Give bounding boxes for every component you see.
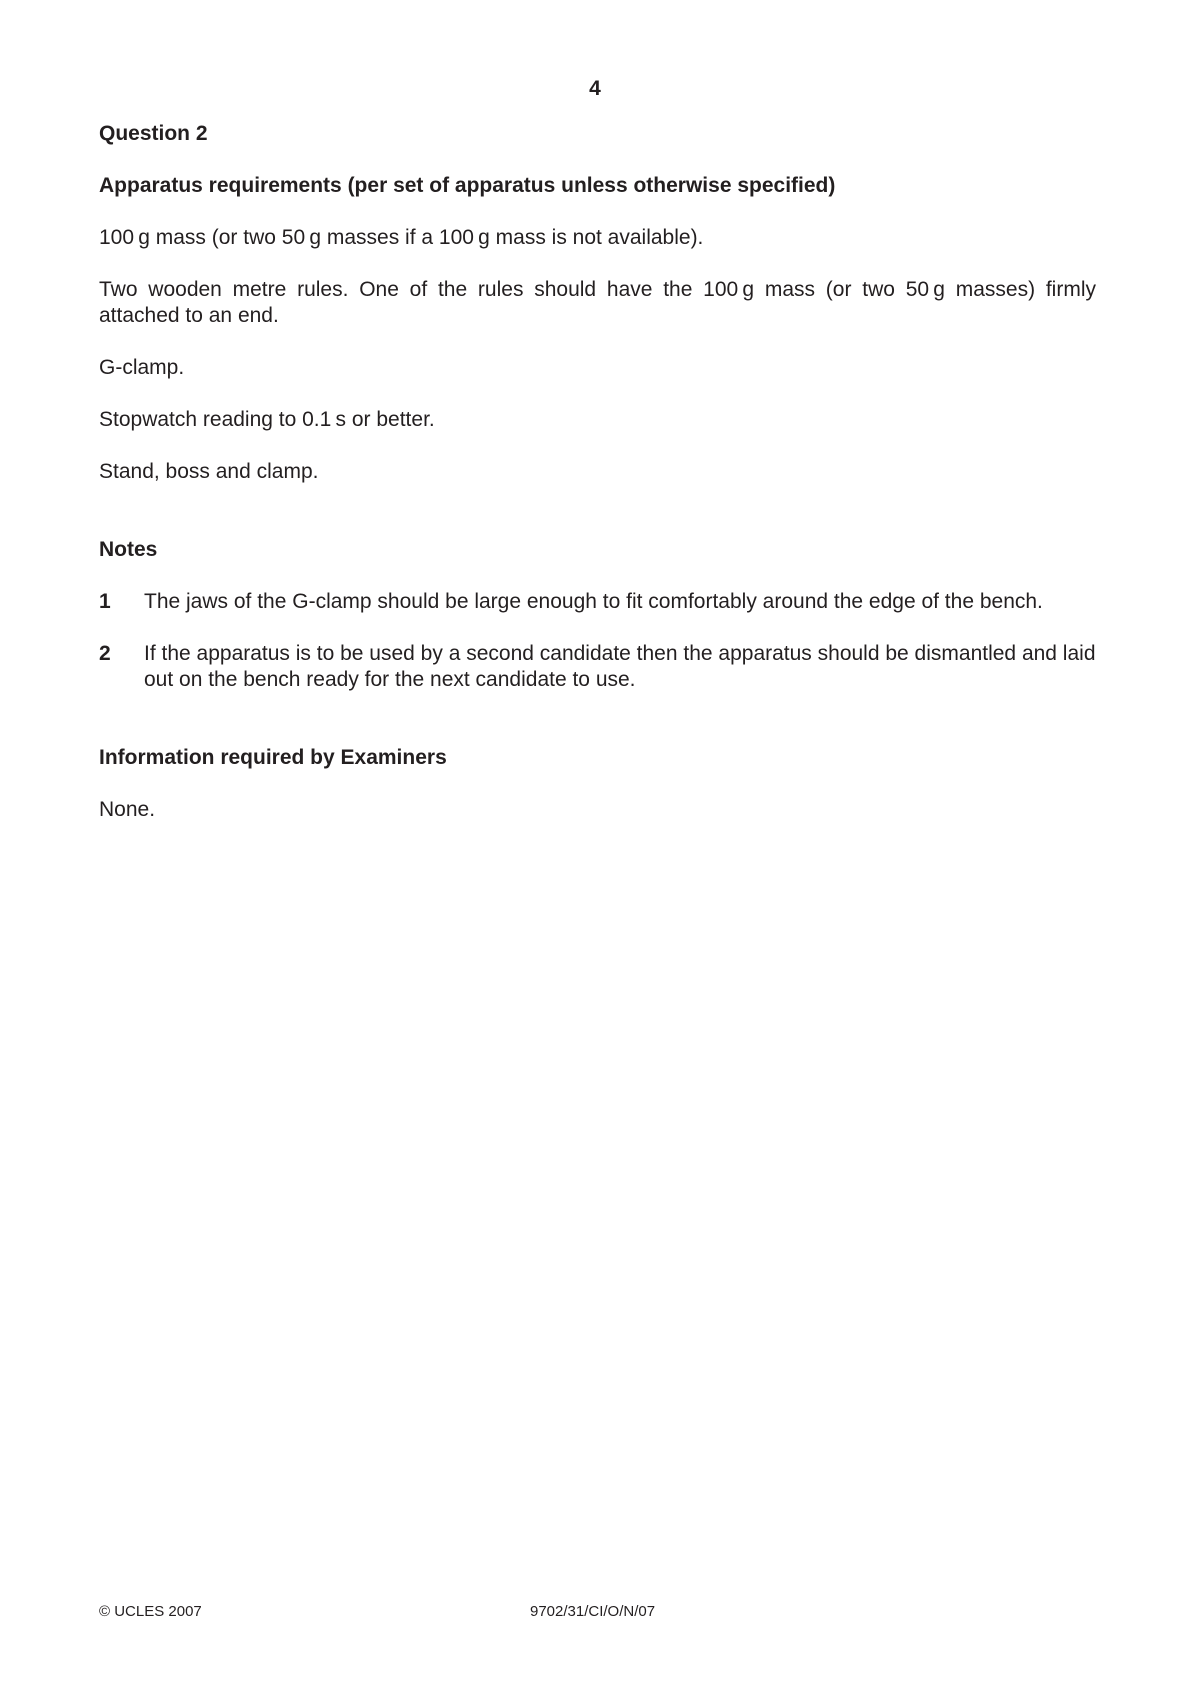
question-title: Question 2 bbox=[99, 122, 208, 145]
examiners-text: None. bbox=[99, 798, 156, 821]
footer-code: 9702/31/CI/O/N/07 bbox=[530, 1603, 656, 1620]
page-number: 4 bbox=[589, 77, 601, 100]
apparatus-item: Stand, boss and clamp. bbox=[99, 460, 319, 483]
note-number: 2 bbox=[99, 642, 111, 665]
apparatus-item: Stopwatch reading to 0.1 s or better. bbox=[99, 408, 435, 431]
notes-list bbox=[99, 589, 1096, 693]
document-body bbox=[99, 121, 1096, 823]
apparatus-heading: Apparatus requirements (per set of apparatus unless otherwise specified) bbox=[99, 174, 836, 197]
apparatus-item: G-clamp. bbox=[99, 356, 185, 379]
apparatus-item: 100 g mass (or two 50 g masses if a 100 g mass is not available). bbox=[99, 226, 704, 249]
note-item bbox=[99, 641, 1096, 693]
footer-copyright: © UCLES 2007 bbox=[99, 1603, 202, 1620]
notes-heading: Notes bbox=[99, 538, 158, 561]
note-text: The jaws of the G-clamp should be large enough to fit comfortably around the edge of the bench. bbox=[144, 590, 1043, 613]
examiners-heading: Information required by Examiners bbox=[99, 746, 447, 769]
note-item bbox=[99, 589, 1096, 615]
note-text: If the apparatus is to be used by a second candidate then the apparatus should be dismantled and laid out on the bench ready for the next candidate to use. bbox=[144, 642, 1096, 691]
note-number: 1 bbox=[99, 590, 111, 613]
apparatus-item: Two wooden metre rules. One of the rules should have the 100 g mass (or two 50 g masses) firmly attached to an end. bbox=[99, 278, 1096, 327]
